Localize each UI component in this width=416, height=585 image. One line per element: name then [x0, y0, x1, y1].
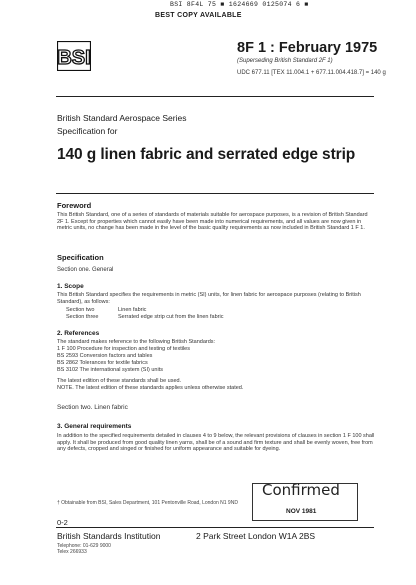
bsi-logo [57, 41, 91, 71]
title-rule [56, 193, 374, 194]
scope-item-1-value: Linen fabric [118, 307, 147, 313]
spec-for-label: Specification for [57, 126, 118, 136]
reference-line: BS 2862 Tolerances for textile fabrics [57, 360, 148, 366]
general-requirements-heading: 3. General requirements [57, 423, 132, 430]
section-one-heading: Section one. General [57, 267, 114, 273]
phone-line: Telephone: 01-629 9000 [57, 543, 111, 549]
reference-line: BS 2593 Conversion factors and tables [57, 353, 153, 359]
best-copy-notice: BEST COPY AVAILABLE [155, 12, 242, 19]
institution-name: British Standards Institution [57, 531, 161, 541]
reference-line: The latest edition of these standards shall be used. [57, 378, 182, 384]
telex-line: Telex 266933 [57, 549, 87, 555]
reference-line: NOTE. The latest edition of these standards applies unless otherwise stated. [57, 385, 244, 391]
foreword-heading: Foreword [57, 201, 92, 210]
specification-heading: Specification [57, 253, 104, 262]
footer-rule [56, 527, 374, 528]
confirmed-stamp-word: Confirmed [262, 481, 340, 499]
page-title: 140 g linen fabric and serrated edge strip [57, 146, 356, 163]
svg-text:BSI: BSI [57, 47, 91, 69]
scope-text: This British Standard specifies the requirements in metric (SI) units, for linen fabric for aerospace purposes (relating to British Standard), as follows: [57, 292, 361, 305]
scope-item-1-label: Section two [66, 307, 95, 313]
foreword-text: This British Standard, one of a series of standards of materials suitable for aerospace purposes, is a revision of British Standard 2F 1. Except for properties which cannot easily have been made into numerical requirements, and all values are now given in metric units, no change has been made in the level of the basic quality requirements as now included in British Standard 1 F 1. [57, 212, 368, 232]
top-rule [56, 96, 374, 97]
udc-classification: UDC 677.11 [TEX 11.004.1 + 677.11.004.418.7] = 140 g [237, 70, 386, 76]
section-two-heading: Section two. Linen fabric [57, 404, 128, 411]
scope-heading: 1. Scope [57, 283, 84, 290]
scope-item-2-value: Serrated edge strip cut from the linen fabric [118, 314, 224, 320]
institution-address: 2 Park Street London W1A 2BS [196, 531, 316, 541]
page-reference: 0-2 [57, 518, 68, 527]
scan-header-line: BSI 8F4L 75 ■ 1624669 0125074 6 ■ [170, 1, 309, 8]
scope-item-2-label: Section three [66, 314, 99, 320]
general-requirements-text: In addition to the specified requirements detailed in clauses 4 to 9 below, the relevant provisions of clauses in section 1 F 100 shall apply. It shall be produced from good quality linen yarns, shall be of a sound and firm texture and shall be evenly woven, free from any defects, cropped and singed or finished for uniform appearance and suitable for dyeing. [57, 433, 375, 453]
reference-line: BS 3102 The international system (SI) units [57, 367, 163, 373]
standard-series: British Standard Aerospace Series [57, 113, 187, 123]
footnote: † Obtainable from BSI, Sales Department, 101 Pentonville Road, London N1 9ND [57, 500, 238, 506]
reference-line: 1 F 100 Procedure for inspection and testing of textiles [57, 346, 190, 352]
document-number: 8F 1 : February 1975 [237, 40, 378, 56]
references-heading: 2. References [57, 330, 100, 337]
references-intro: The standard makes reference to the following British Standards: [57, 339, 216, 345]
supersede-note: (Superseding British Standard 2F 1) [237, 58, 333, 64]
confirmed-stamp-date: NOV 1981 [286, 508, 317, 515]
